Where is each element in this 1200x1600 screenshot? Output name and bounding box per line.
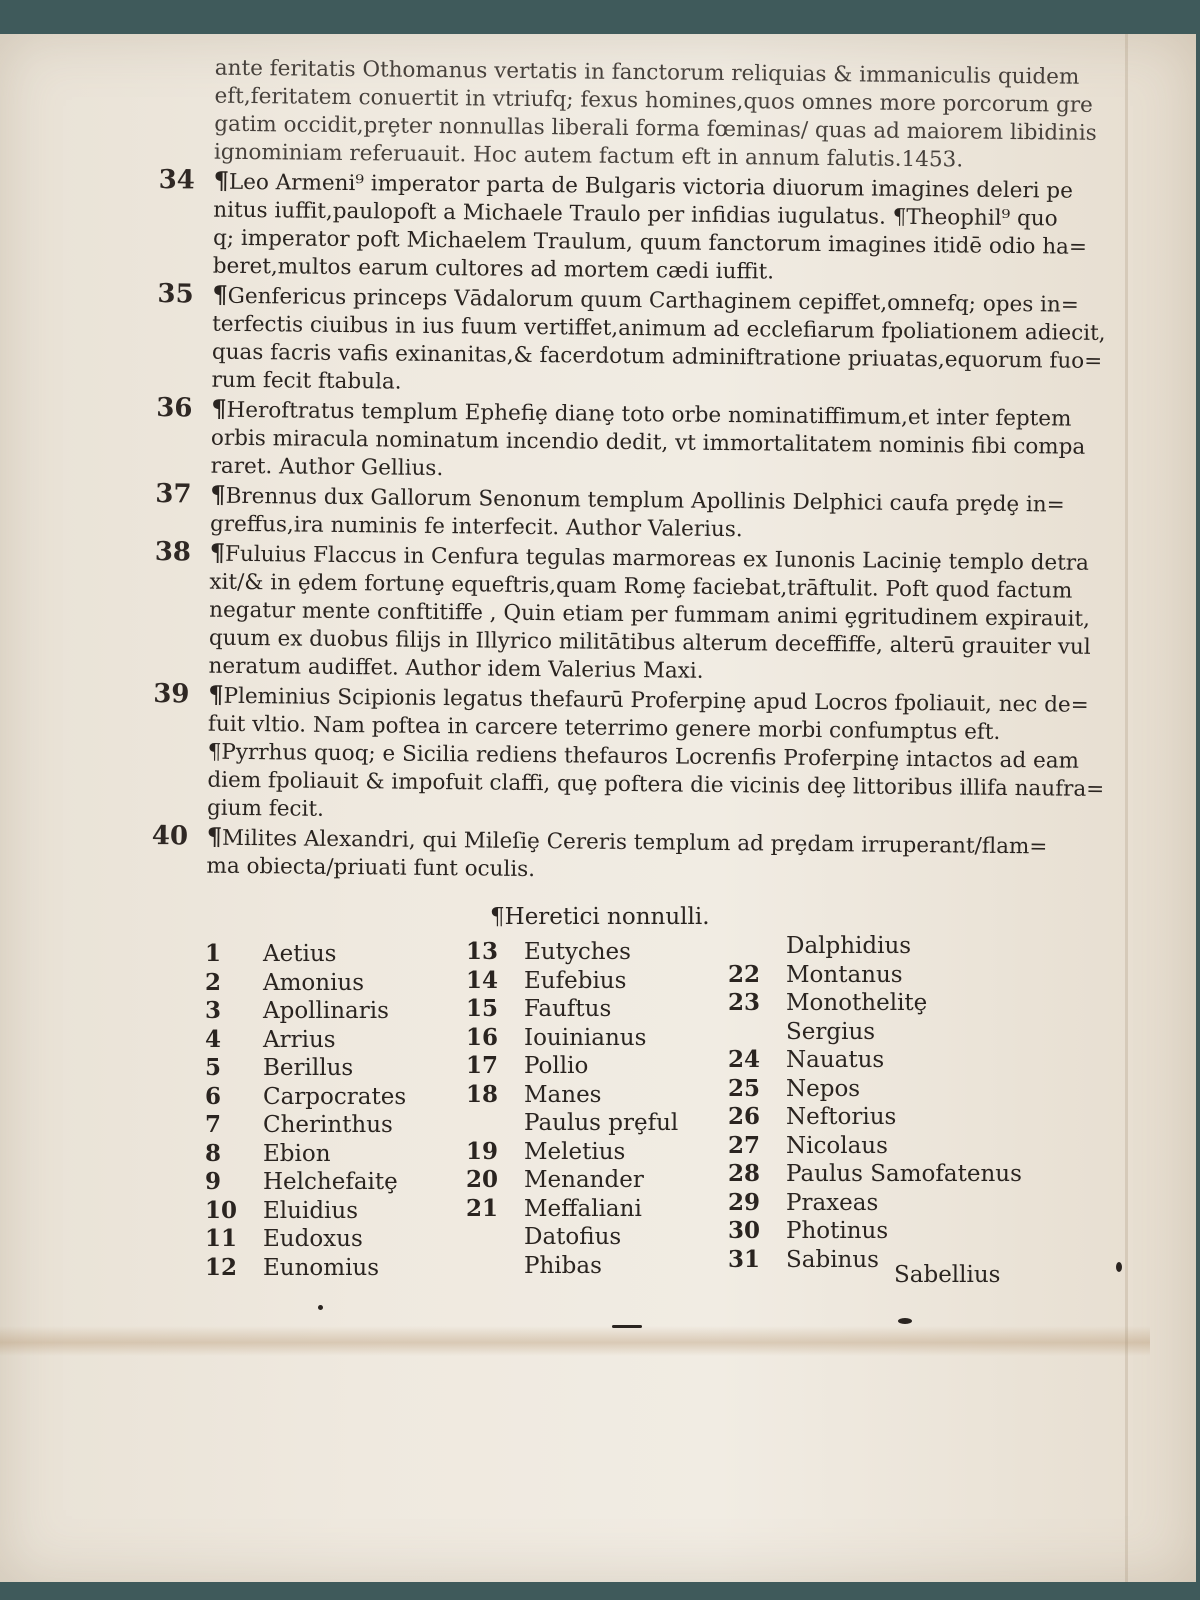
heretic-row (466, 938, 726, 967)
ink-speck (612, 1325, 642, 1328)
entry-number: 37 (155, 479, 192, 510)
entry-line: Brennus dux Gallorum Senonum templum Apollinis Delphici caufa prȩdȩ in= (225, 483, 1065, 518)
heretic-row (466, 1024, 726, 1053)
heretic-name: Menander (524, 1167, 644, 1193)
heretic-name: Ebion (263, 1140, 331, 1167)
entry-line: orbis miracula nominatum incendio dedit, vt immortalitatem nominis fibi compa (210, 425, 1086, 460)
entry-line: xit/& in ȩdem fortunȩ equeftris,quam Romȩ faciebat,trāftulit. Poft quod factum (209, 569, 1073, 604)
heretic-row (205, 1225, 445, 1254)
entry-35 (157, 279, 1106, 403)
heretic-number: 8 (205, 1139, 222, 1167)
pilcrow-mark: ¶ (206, 821, 223, 851)
heretic-row (728, 1132, 1008, 1161)
heretic-row (466, 1052, 726, 1081)
entry-38 (154, 537, 1091, 689)
heretic-row (466, 1109, 726, 1138)
heretic-number: 6 (205, 1082, 222, 1110)
entry-34 (158, 165, 1088, 289)
heretic-row (205, 1140, 445, 1169)
main-text-block (146, 54, 1106, 889)
heretic-name: Monothelitȩ (786, 990, 928, 1016)
heretic-number: 31 (728, 1245, 761, 1273)
ink-speck (1116, 1262, 1122, 1272)
entry-line: gium fecit. (206, 795, 325, 822)
entry-number: 36 (156, 393, 193, 424)
heretic-row (728, 989, 1008, 1018)
entry-line: Pleminius Scipionis legatus thefaurū Proferpinȩ apud Locros fpoliauit, nec de= (223, 683, 1089, 718)
entry-number: 40 (151, 821, 189, 852)
heretic-name: Datofius (524, 1224, 622, 1250)
heretic-row (728, 1075, 1008, 1104)
heretic-row (728, 1018, 1008, 1047)
heretic-name: Praxeas (786, 1189, 879, 1216)
heretic-name: Phibas (524, 1252, 602, 1279)
heretic-number: 22 (728, 960, 761, 988)
entry-line: Genfericus princeps Vādalorum quum Carthaginem cepiffet,omnefq; opes in= (227, 283, 1080, 318)
heretic-number: 1 (205, 940, 222, 967)
pilcrow-mark: ¶ (210, 479, 226, 509)
heretic-name: Neftorius (786, 1104, 897, 1130)
entry-line: greffus,ira numinis fe interfecit. Author Valerius. (209, 511, 743, 543)
heretic-number: 15 (466, 995, 499, 1022)
pilcrow-mark: ¶ (212, 279, 228, 309)
heretic-name: Fauftus (524, 996, 612, 1022)
heretic-row (205, 1111, 445, 1140)
heretic-name: Arrius (263, 1026, 336, 1053)
heretic-row (728, 1217, 1008, 1246)
heretic-number: 18 (466, 1080, 499, 1108)
heretic-row (466, 1195, 726, 1224)
heretic-number: 4 (205, 1025, 222, 1053)
heretic-row (205, 1197, 445, 1226)
heretic-number: 13 (466, 938, 499, 965)
heretic-row (466, 1081, 726, 1110)
heretic-number: 25 (728, 1074, 761, 1102)
heretic-row (205, 1254, 445, 1283)
heretic-name: Montanus (786, 961, 903, 988)
heretic-name: Meletius (524, 1138, 626, 1165)
heretic-name: Nicolaus (786, 1132, 888, 1159)
heretic-number: 23 (728, 989, 761, 1016)
heretic-name: Iouinianus (524, 1024, 647, 1051)
entry-line: Heroftratus templum Ephefiȩ dianȩ toto orbe nominatiffimum,et inter feptem (226, 397, 1072, 432)
heretic-number: 29 (728, 1188, 761, 1216)
heretic-row (728, 1160, 1022, 1189)
heretic-row (728, 932, 1008, 961)
heretic-row (205, 940, 445, 969)
entry-line: beret,multos earum cultores ad mortem cædi iuffit. (212, 253, 775, 285)
entry-line: Milites Alexandri, qui Mileſiȩ Cereris templum ad prȩdam irruperant/flam= (221, 825, 1048, 860)
heretic-name: Amonius (263, 969, 365, 996)
heretic-number: 19 (466, 1137, 499, 1165)
pilcrow-mark: ¶ (208, 679, 224, 709)
heretic-number: 11 (205, 1225, 238, 1252)
entry-39 (153, 679, 1105, 831)
top-line: eft,feritatem conuertit in vtriufq; fexus homines,quos omnes more porcorum gre (214, 83, 1093, 118)
entry-line: ma obiecta/priuati funt oculis. (206, 853, 536, 883)
entry-number: 34 (158, 165, 196, 196)
heretici-heading: ¶Heretici nonnulli. (490, 904, 710, 930)
heretic-name: Nepos (786, 1075, 861, 1102)
entry-40 (151, 821, 1048, 889)
heretic-row (466, 1252, 726, 1281)
pilcrow-mark: ¶ (213, 165, 230, 195)
entry-line: quum ex duobus filijs in Illyrico militātibus alterum deceffiffe, alterū grauiter vul (208, 625, 1091, 660)
heretic-name: Eutyches (524, 939, 631, 965)
heretic-number: 10 (205, 1196, 238, 1224)
paper-sheet (0, 34, 1196, 1582)
heretic-name: Meffaliani (524, 1195, 642, 1222)
entry-36 (156, 393, 1086, 489)
heretic-row (205, 997, 445, 1026)
heretic-number: 16 (466, 1023, 499, 1051)
heretic-name: Berillus (263, 1055, 354, 1081)
entry-line: nitus iuffit,paulopoft a Michaele Traulo per infidias iugulatus. ¶Theophil⁹ quo (213, 197, 1058, 232)
entry-line: raret. Author Gellius. (210, 453, 444, 482)
heretic-number: 17 (466, 1052, 499, 1079)
entry-line: fuit vltio. Nam poftea in carcere teterrimo genere morbi confumptus eft. (207, 711, 1001, 745)
heretic-name: Aetius (263, 941, 337, 967)
paper-fold-line (1125, 34, 1128, 1582)
entry-line: q; imperator poft Michaelem Traulum, quum fanctorum imagines itidē odio ha= (212, 225, 1088, 260)
heretic-row (466, 1223, 726, 1252)
top-line: gatim occidit,prȩter nonnullas liberali forma fœminas/ quas ad maiorem libidinis (214, 111, 1097, 146)
heretic-row (466, 967, 726, 996)
heretic-name: Cherinthus (263, 1112, 393, 1138)
heretic-name: Eufebius (524, 967, 627, 994)
heretic-number: 30 (728, 1217, 761, 1244)
entry-line: Leo Armeni⁹ imperator parta de Bulgaris victoria diuorum imagines deleri pe (228, 169, 1073, 204)
heretic-number: 9 (205, 1168, 222, 1195)
heretic-number: 26 (728, 1103, 761, 1130)
heretic-row (728, 1046, 1008, 1075)
heretic-number: 20 (466, 1166, 499, 1193)
heretici-trailing-name: Sabellius (894, 1262, 1001, 1288)
heretic-number: 5 (205, 1054, 222, 1081)
heretici-column-2 (466, 938, 726, 1280)
entry-number: 39 (153, 679, 190, 710)
entry-line: neratum audiffet. Author idem Valerius Maxi. (208, 653, 704, 684)
pilcrow-mark: ¶ (211, 393, 227, 423)
top-line: ante feritatis Othomanus vertatis in fanctorum reliquias & immaniculis quidem (214, 55, 1080, 90)
heretic-name: Nauatus (786, 1047, 885, 1073)
heretic-name: Apollinaris (263, 998, 389, 1024)
entry-number: 35 (157, 279, 194, 310)
entry-line: diem fpoliauit & impofuit claffi, quȩ poftera die vicinis deȩ littoribus illifa naufra= (207, 767, 1105, 802)
heretic-number: 14 (466, 966, 499, 994)
entry-line: Fuluius Flaccus in Cenfura tegulas marmoreas ex Iunonis Laciniȩ templo detra (224, 541, 1090, 576)
heretic-row (728, 961, 1008, 990)
entry-line: negatur mente conftitiffe , Quin etiam per fummam animi ȩgritudinem expirauit, (209, 597, 1090, 632)
heretic-row (728, 1189, 1008, 1218)
entry-line: ¶Pyrrhus quoq; e Sicilia rediens thefauros Locrenfis Proferpinȩ intactos ad eam (207, 739, 1080, 774)
heretic-name: Photinus (786, 1218, 889, 1244)
heretic-row (205, 1026, 445, 1055)
heretic-name: Eluidius (263, 1197, 359, 1224)
heretic-number: 27 (728, 1131, 761, 1159)
entry-line: rum fecit ftabula. (211, 367, 402, 395)
heretic-number: 28 (728, 1160, 761, 1187)
heretic-name: Paulus prȩful (524, 1110, 679, 1136)
heretic-number: 12 (205, 1253, 238, 1281)
top-line: ignominiam referuauit. Hoc autem factum eft in annum falutis.1453. (213, 139, 964, 173)
heretic-number: 7 (205, 1111, 222, 1138)
heretic-name: Sergius (786, 1018, 876, 1045)
heretic-number: 2 (205, 968, 222, 996)
heretic-row (466, 1166, 726, 1195)
heretic-name: Dalphidius (786, 933, 912, 959)
ink-speck (318, 1305, 323, 1310)
heretici-column-1 (205, 940, 445, 1282)
heretic-name: Eudoxus (263, 1226, 363, 1252)
entry-number: 38 (154, 537, 192, 568)
heretic-name: Manes (524, 1081, 602, 1108)
heretic-row (205, 1054, 445, 1083)
fold-stain (0, 1326, 1150, 1356)
heretici-column-3 (728, 932, 1022, 1274)
ink-speck (898, 1318, 912, 1324)
heretic-name: Eunomius (263, 1254, 380, 1281)
entry-line: terfectis ciuibus in ius fuum vertiffet,animum ad ecclefiarum fpoliationem adiecit, (212, 311, 1106, 346)
entry-37 (155, 479, 1065, 547)
heretic-row (205, 1083, 445, 1112)
heretic-name: Sabinus (786, 1246, 879, 1273)
heretic-row (728, 1103, 1008, 1132)
heretic-number: 24 (728, 1046, 761, 1073)
heretic-row (466, 995, 726, 1024)
heretic-name: Carpocrates (263, 1083, 407, 1110)
heretic-name: Helchefaitȩ (263, 1169, 398, 1195)
heretic-row (205, 969, 445, 998)
heretic-row (466, 1138, 726, 1167)
heretic-number: 21 (466, 1194, 499, 1222)
heretic-row (205, 1168, 445, 1197)
heretic-number: 3 (205, 997, 222, 1024)
entry-line: quas facris vafis exinanitas,& facerdotum adminiftratione priuatas,equorum fuo= (211, 339, 1103, 374)
numbered-entries (146, 165, 1106, 889)
pilcrow-mark: ¶ (209, 537, 226, 567)
heretic-name: Pollio (524, 1053, 589, 1079)
heretic-name: Paulus Samofatenus (786, 1161, 1022, 1187)
